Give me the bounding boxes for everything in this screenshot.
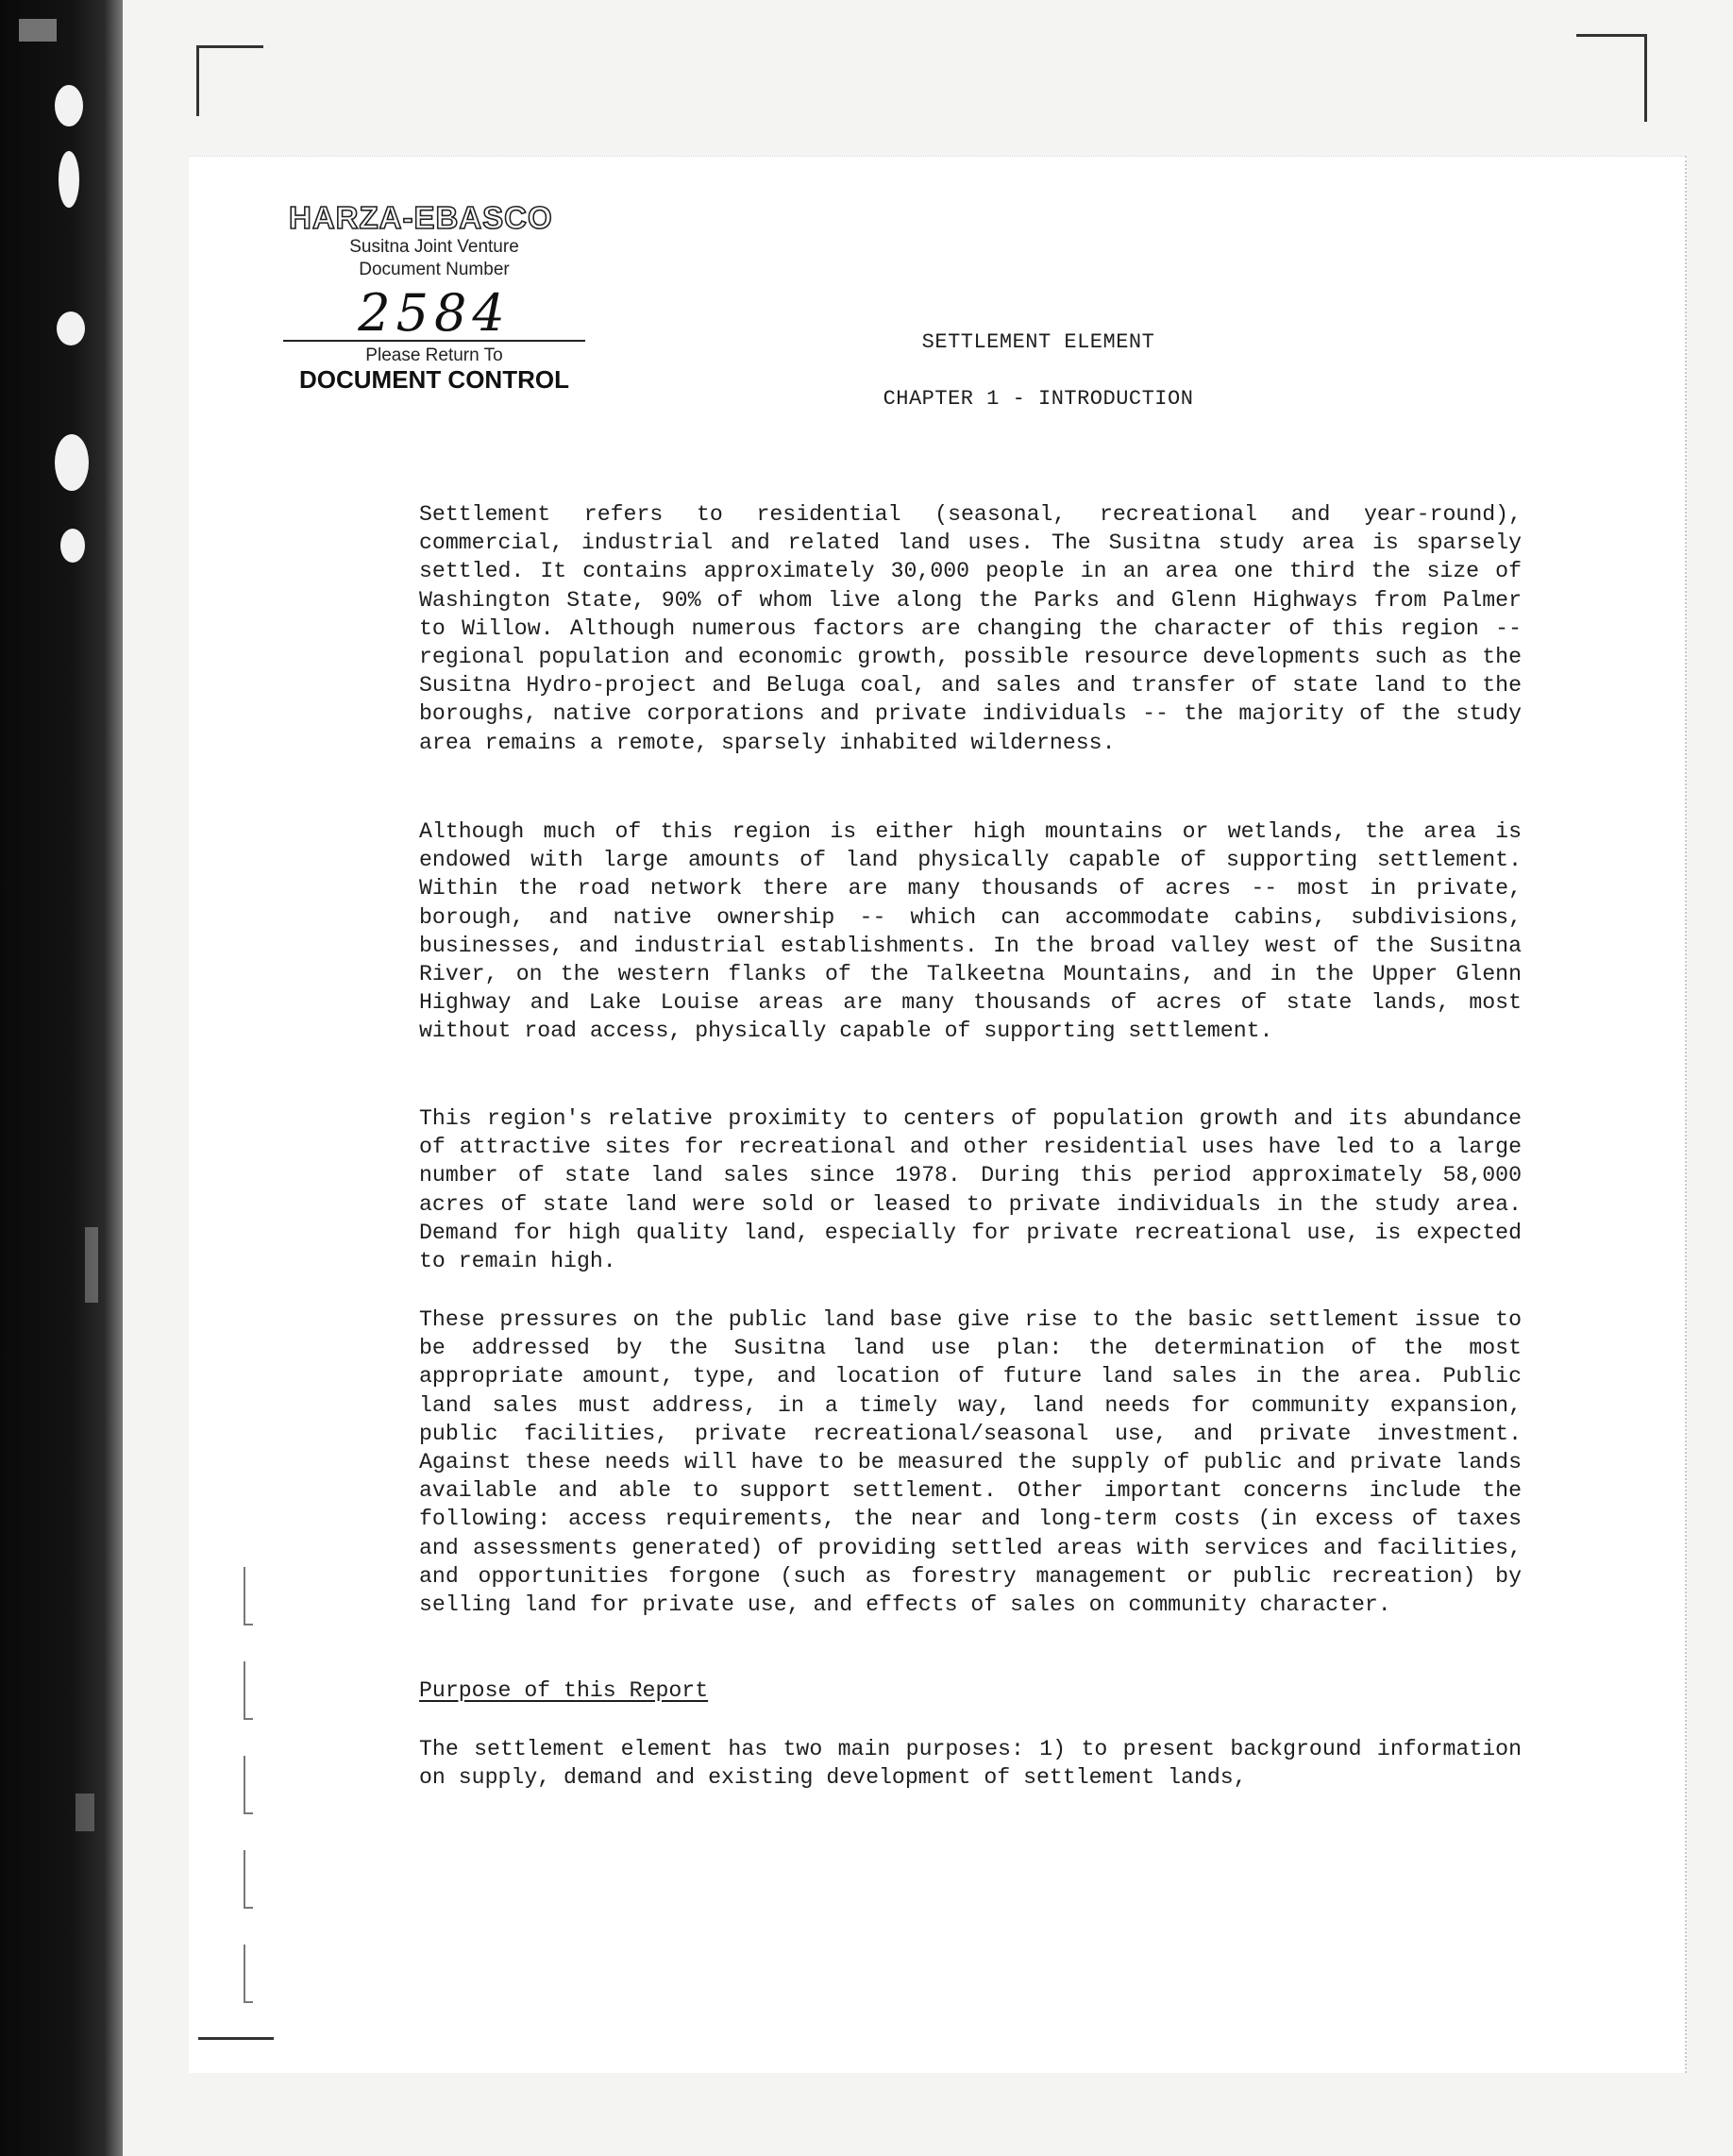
body-paragraph: Although much of this region is either high mountains or wetlands, the area is endowed with large amounts of land physically capable of supporting settlement. Within the road network there are many thousands of acres -- most in private, borough, and native ownership -- which can accommodate cabins, subdivisions, businesses, and industrial establishments. In the broad valley west of the Susitna River, on the western flanks of the Talkeetna Mountains, and in the Upper Glenn Highway and Lake Louise areas are many thousands of acres of state lands, most without road access, physically capable of supporting settlement. <box>419 819 1522 1044</box>
binding-hole <box>60 529 85 563</box>
scan-artifact <box>76 1794 94 1831</box>
body-paragraph: This region's relative proximity to centers of population growth and its abundance of attractive sites for recreational and other residential uses have led to a large number of state land sales since 1978. During this period approximately 58,000 acres of state land were sold or leased to private individuals in the study area. Demand for high quality land, especially for private recreational use, is expected to remain high. <box>419 1106 1522 1274</box>
chapter-heading: CHAPTER 1 - INTRODUCTION <box>883 387 1194 411</box>
binding-hole <box>55 85 83 126</box>
return-label: Please Return To <box>365 345 503 365</box>
scan-artifact <box>85 1227 98 1303</box>
body-paragraph: These pressures on the public land base give rise to the basic settlement issue to be addressed by the Susitna land use plan: the determination of the most appropriate amount, type, and location of future land sales in the area. Public land sales must address, in a timely way, land needs for community expansion, public facilities, private recreational/seasonal use, and private investment. Against these needs will have to be measured the supply of public and private lands available and able to support settlement. Other important concerns include the following: access requirements, the near and long-term costs (in excess of taxes and assessments generated) of providing settled areas with services and facilities, and opportunities forgone (such as forestry management or public recreation) by selling land for private use, and effects of sales on community character. <box>419 1307 1522 1618</box>
body-paragraph: Settlement refers to residential (seasonal, recreational and year-round), commercial, industrial and related land uses. The Susitna study area is sparsely settled. It contains approximately 30,000 people in an area one third the size of Washington State, 90% of whom live along the Parks and Glenn Highways from Palmer to Willow. Although numerous factors are changing the character of this region -- regional population and economic growth, possible resource developments such as the Susitna Hydro-project and Beluga coal, and sales and transfer of state land to the boroughs, native corporations and private individuals -- the majority of the study area remains a remote, sparsely inhabited wilderness. <box>419 502 1522 755</box>
document-title: SETTLEMENT ELEMENT <box>921 330 1155 354</box>
scan-artifact <box>19 19 57 42</box>
handwritten-document-number: 2584 <box>358 283 511 343</box>
binding-hole <box>57 312 85 345</box>
return-destination: DOCUMENT CONTROL <box>299 365 569 394</box>
binding-hole <box>59 151 79 208</box>
crop-mark-top-right <box>1576 34 1647 122</box>
crop-mark-top-left <box>196 45 263 116</box>
binding-hole <box>55 434 89 491</box>
section-heading: Purpose of this Report <box>419 1678 709 1703</box>
body-paragraph: The settlement element has two main purposes: 1) to present background information on supply, demand and existing development of settlement lands, <box>419 1737 1522 1791</box>
venture-name: Susitna Joint Venture <box>349 237 519 257</box>
crop-mark-bottom-left <box>198 2028 274 2040</box>
document-number-label: Document Number <box>359 260 510 279</box>
binding-strip <box>0 0 123 2156</box>
document-control-stamp <box>283 200 585 393</box>
margin-bracket <box>244 1945 253 2003</box>
margin-bracket <box>244 1567 253 1625</box>
margin-bracket <box>244 1850 253 1909</box>
margin-bracket <box>244 1661 253 1720</box>
margin-bracket <box>244 1756 253 1814</box>
company-logo: HARZA-EBASCO <box>289 200 553 235</box>
